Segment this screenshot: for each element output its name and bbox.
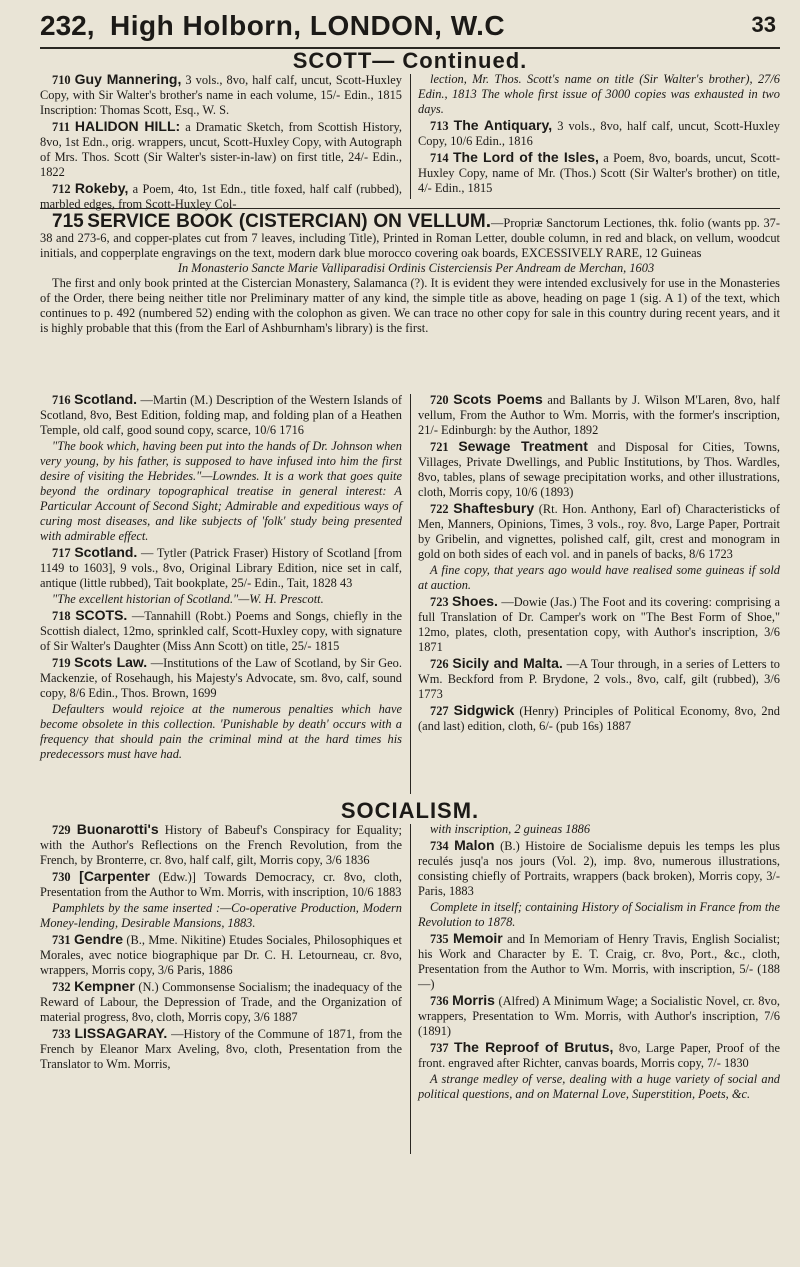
entry-heading: Morris [452, 992, 495, 1008]
section-title-socialism: SOCIALISM. [340, 798, 480, 823]
entry-number: 734 [430, 839, 449, 853]
entry-text: —Dowie (Jas.) The Foot and its covering: comprising a full Translation of Dr. Camper's work on "The Best Form of Shoe," 12mo, plates, cloth, presentation copy, with Author's inscription, 3/6 1871 [418, 595, 780, 654]
entry-heading: Memoir [452, 930, 503, 946]
entry-number: 716 [52, 393, 71, 407]
entry-text: History of Babeuf's Conspiracy for Equality; with the Author's Reflections on the French Revolution, from the French, by Bronterre, cr. 8vo, half calf, gilt, Morris copy, 3/6 1836 [40, 823, 402, 867]
entry-715 [40, 211, 780, 336]
entry-note [40, 439, 402, 544]
entry-heading: The Lord of the Isles, [452, 149, 599, 165]
entry-heading: SCOTS. [75, 607, 128, 623]
bottom-right-column [418, 822, 780, 1103]
entry-text: —History of the Commune of 1871, from the French by Eleanor Marx Aveling, 8vo, cloth, Presentation from the Translator to Wm. Morris, [40, 1027, 402, 1071]
entry-text: (Alfred) A Minimum Wage; a Socialistic Novel, cr. 8vo, wrappers, Presentation to Wm. Morris, with Author's inscription, 7/6 (1891) [418, 994, 780, 1038]
entry-heading: Shoes. [452, 593, 498, 609]
catalogue-entry [40, 822, 402, 868]
entry-heading: Scots Poems [453, 391, 543, 407]
entry-text: A strange medley of verse, dealing with a huge variety of social and political questions, and on Maternal Love, Superstition, Poets, &c. [418, 1072, 780, 1101]
entry-text: (Rt. Hon. Anthony, Earl of) Characteristicks of Men, Manners, Opinions, Times, 3 vols., roy. 8vo, Large Paper, Portrait by Gribelin, and vignettes, polished calf, gilt, crest and monogram in gold on both sides of each vol. and in panels of backs, 8/6 1723 [418, 502, 781, 561]
catalogue-entry [418, 1040, 780, 1071]
entry-text: Defaulters would rejoice at the numerous penalties which have become obsolete in this collection. 'Punishable by death' occurs with a frequency that should pain the criminal mind at the hard times his predecessors must have had. [40, 702, 402, 761]
entry-note [418, 72, 780, 117]
entry-text: Pamphlets by the same inserted :—Co-operative Production, Modern Money-lending, Desirable Mansions, 1883. [40, 901, 402, 930]
entry-number: 714 [430, 151, 449, 165]
entry-heading: Gendre [73, 931, 123, 947]
entry-text: a Dramatic Sketch, from Scottish History, 8vo, 1st Edn., orig. wrappers, uncut, Scott-Huxley Copy, with Autograph of Mrs. Thos. Scott (Sir Walter's sister-in-law) on first title, 24/- Edin., 1822 [40, 120, 402, 179]
entry-heading: Guy Mannering, [74, 71, 182, 87]
entry-text: "The excellent historian of Scotland."—W. H. Prescott. [52, 592, 324, 606]
entry-text: a Poem, 4to, 1st Edn., title foxed, half calf (rubbed), marbled edges, from Scott-Huxley Col- [40, 182, 402, 211]
entry-text: (N.) Commonsense Socialism; the inadequacy of the Reward of Labour, the Depression of Trade, and the Organization of material progress, 8vo, cloth, Morris copy, 3/6 1887 [40, 980, 402, 1024]
catalogue-entry [40, 655, 402, 701]
entry-number: 731 [52, 933, 71, 947]
entry-number: 735 [430, 932, 449, 946]
column-divider [410, 394, 411, 794]
bottom-left-column [40, 822, 402, 1073]
entry-number: 726 [430, 657, 449, 671]
catalogue-entry [418, 439, 780, 500]
entry-text: and Disposal for Cities, Towns, Villages, Private Dwellings, and Public Institutions, by Thos. Wardles, 8vo, tables, plans of sewage precipitation works, and other illustrations, cloth, Morris copy, 10/6 (1893) [418, 440, 780, 499]
middle-left-column [40, 392, 402, 763]
entry-number: 711 [52, 120, 70, 134]
entry-text: with inscription, 2 guineas 1886 [430, 822, 591, 836]
catalogue-entry [418, 993, 780, 1039]
section-rule [40, 208, 780, 209]
catalogue-entry [418, 392, 780, 438]
colophon: In Monasterio Sancte Marie Valliparadisi Ordinis Cisterciensis Per Andream de Merchan, 1603 [177, 261, 655, 275]
catalogue-entry [40, 211, 780, 261]
catalogue-entry [40, 545, 402, 591]
top-left-column [40, 72, 402, 213]
entry-note [418, 1072, 780, 1102]
column-divider [410, 74, 411, 199]
top-right-column [418, 72, 780, 197]
entry-text: Complete in itself; containing History of Socialism in France from the Revolution to 1878. [418, 900, 780, 929]
entry-number: 723 [430, 595, 449, 609]
entry-text: 3 vols., 8vo, half calf, uncut, Scott-Huxley Copy, 10/6 Edin., 1816 [418, 119, 780, 148]
catalogue-entry [40, 869, 402, 900]
entry-note [418, 822, 780, 837]
catalogue-entry [40, 392, 402, 438]
entry-note [418, 900, 780, 930]
page-number: 33 [751, 12, 776, 37]
catalogue-entry [418, 931, 780, 992]
bookseller-address: High Holborn, LONDON, W.C [110, 10, 506, 41]
entry-number: 729 [52, 823, 71, 837]
entry-text: —Martin (M.) Description of the Western Islands of Scotland, 8vo, Best Edition, folding map, and folding plan of a Heathen Temple, old calf, good sound copy, scarce, 10/6 1716 [40, 393, 402, 437]
section-title-scott: SCOTT— Continued. [292, 48, 528, 73]
entry-text: (B., Mme. Nikitine) Etudes Sociales, Philosophiques et Morales, avec notice biographique par Dr. C. H. Letourneau, cr. 8vo, wrappers, Morris copy, 3/6 Paris, 1886 [40, 933, 402, 977]
entry-note [418, 563, 780, 593]
entry-heading: Kempner [74, 978, 135, 994]
entry-number: 718 [52, 609, 71, 623]
entry-number: 733 [52, 1027, 71, 1041]
entry-heading: The Reproof of Brutus, [454, 1039, 614, 1055]
entry-text: and In Memoriam of Henry Travis, English Socialist; his Work and Character by E. T. Craig, cr. 8vo, Port., &c., cloth, Presentation from the Author to Wm. Morris, with inscription, 5/- (188—) [418, 932, 781, 991]
entry-number: 713 [430, 119, 449, 133]
entry-heading: Sidgwick [453, 702, 515, 718]
entry-number: 736 [430, 994, 449, 1008]
entry-text: (Edw.)] Towards Democracy, cr. 8vo, cloth, Presentation from the Author to Wm. Morris, with inscription, 10/6 1883 [40, 870, 402, 899]
entry-heading: Malon [454, 837, 495, 853]
entry-heading: Scots Law. [74, 654, 148, 670]
entry-number: 720 [430, 393, 449, 407]
catalogue-entry [40, 608, 402, 654]
entry-number: 712 [52, 182, 71, 196]
catalogue-entry [418, 838, 780, 899]
entry-number: 730 [52, 870, 71, 884]
entry-number: 732 [52, 980, 71, 994]
entry-text: —A Tour through, in a series of Letters to Wm. Beckford from P. Brydone, 2 vols., 8vo, calf, gilt (rubbed), 3/6 1773 [418, 657, 780, 701]
entry-number: 722 [430, 502, 449, 516]
entry-text: 3 vols., 8vo, half calf, uncut, Scott-Huxley Copy, with Sir Walter's brother's name in each volume, 15/- Edin., 1815 Inscription: Thomas Scott, Esq., W. S. [40, 73, 402, 117]
entry-heading: The Antiquary, [453, 117, 553, 133]
catalogue-entry [40, 932, 402, 978]
catalogue-entry [418, 703, 780, 734]
entry-number: 737 [430, 1041, 449, 1055]
entry-heading: Sewage Treatment [458, 438, 588, 454]
entry-text: a Poem, 8vo, boards, uncut, Scott-Huxley Copy, name of Mr. (Thos.) Scott (Sir Walter's brother) on title, 4/- Edin., 1815 [418, 151, 780, 195]
entry-note [40, 901, 402, 931]
entry-text: — Tytler (Patrick Fraser) History of Scotland [from 1149 to 1603], 9 vols., 8vo, Original Library Edition, nice set in calf, antique (little rubbed), Tait bookplate, 25/- Edin., Tait, 1828 43 [40, 546, 402, 590]
catalogue-number: 232, [40, 10, 95, 41]
entry-heading: Scotland. [74, 391, 138, 407]
entry-number: 715 [52, 211, 84, 232]
entry-heading: Shaftesbury [453, 500, 535, 516]
entry-heading: Buonarotti's [76, 821, 159, 837]
catalogue-entry [418, 150, 780, 196]
entry-text: and Ballants by J. Wilson M'Laren, 8vo, half vellum, From the Author to Wm. Morris, with the former's inscription, 21/- Edinburgh: by the Author, 1892 [418, 393, 780, 437]
entry-number: 710 [52, 73, 71, 87]
entry-note [40, 702, 402, 762]
catalogue-entry [40, 979, 402, 1025]
entry-heading: LISSAGARAY. [74, 1025, 168, 1041]
column-divider [410, 824, 411, 1154]
entry-text: 8vo, Large Paper, Proof of the front. engraved after Richter, canvas boards, Morris copy, 7/- 1830 [418, 1041, 781, 1070]
catalogue-entry [418, 501, 780, 562]
entry-text: —Institutions of the Law of Scotland, by Sir Geo. Mackenzie, of Rosehaugh, his Majesty's Advocate, sm. 8vo, calf, sound copy, 8/6 Edin., Thos. Brown, 1699 [40, 656, 402, 700]
entry-heading: Scotland. [74, 544, 138, 560]
entry-heading: SERVICE BOOK (CISTERCIAN) ON VELLUM. [87, 211, 492, 232]
middle-right-column [418, 392, 780, 735]
entry-heading: Rokeby, [74, 180, 129, 196]
entry-text: —Tannahill (Robt.) Poems and Songs, chiefly in the Scottish dialect, 12mo, sprinkled calf, Scott-Huxley copy, with signature of Sir Walter's Daughter (Miss Ann Scott) on title, 25/- 1815 [40, 609, 402, 653]
catalogue-entry [418, 594, 780, 655]
catalogue-entry [40, 119, 402, 180]
catalogue-entry [40, 72, 402, 118]
entry-heading: Sicily and Malta. [452, 655, 563, 671]
entry-text: (B.) Histoire de Socialisme depuis les temps les plus reculés jusq'a nos jours (Vol. 2), imp. 8vo, numerous illustrations, consisting chiefly of Portraits, wrappers (back broken), Morris copy, 3/- Paris, 1883 [418, 839, 780, 898]
catalogue-entry [40, 1026, 402, 1072]
page-header [40, 10, 780, 44]
entry-heading: [Carpenter [79, 868, 150, 884]
entry-number: 717 [52, 546, 71, 560]
entry-heading: HALIDON HILL: [74, 118, 181, 134]
catalogue-entry [418, 118, 780, 149]
entry-note: The first and only book printed at the Cistercian Monastery, Salamanca (?). It is evident they were intended exclusively for use in the Monasteries of the Order, there being neither title nor Preliminary matter of any kind, the simple title as above, heading on page 1 (sig. A 1) of the text, which continues to p. 492 (numbered 52) ending with the colophon as given. We can trace no other copy for sale in this country during recent years, and it is highly probable that this (from the Earl of Ashburnham's library) is the first. [40, 276, 780, 335]
entry-text: lection, Mr. Thos. Scott's name on title (Sir Walter's brother), 27/6 Edin., 1813 The whole first issue of 3000 copies was exhausted in two days. [418, 72, 780, 116]
entry-text: "The book which, having been put into the hands of Dr. Johnson when very young, by his father, is supposed to have infused into him the first desire of visiting the Hebrides."—Lowndes. It is a work that goes quite beyond the ordinary topographical treatise in general interest: A Particular Account of Second Sight; Admirable and expeditious ways of curing most diseases, and like subjects of 'folk' study being presented with admirable effect. [40, 439, 402, 543]
catalogue-entry [418, 656, 780, 702]
catalogue-page [40, 0, 780, 1267]
entry-text: —Propriæ Sanctorum Lectiones, thk. folio (wants pp. 37-38 and 273-6, and copper-plates cut from 7 leaves, including Title), Printed in Roman Letter, double column, in red and black, on vellum, woodcut initials, and copperplate engravings on the text, modern dark blue morocco covering oak boards, EXCESSIVELY RARE, 12 Guineas [40, 216, 780, 260]
entry-note [40, 592, 402, 607]
entry-text: (Henry) Principles of Political Economy, 8vo, 2nd (and last) edition, cloth, 6/- (pub 16s) 1887 [418, 704, 780, 733]
entry-text: A fine copy, that years ago would have realised some guineas if sold at auction. [418, 563, 780, 592]
entry-number: 721 [430, 440, 449, 454]
entry-number: 719 [52, 656, 71, 670]
entry-number: 727 [430, 704, 449, 718]
